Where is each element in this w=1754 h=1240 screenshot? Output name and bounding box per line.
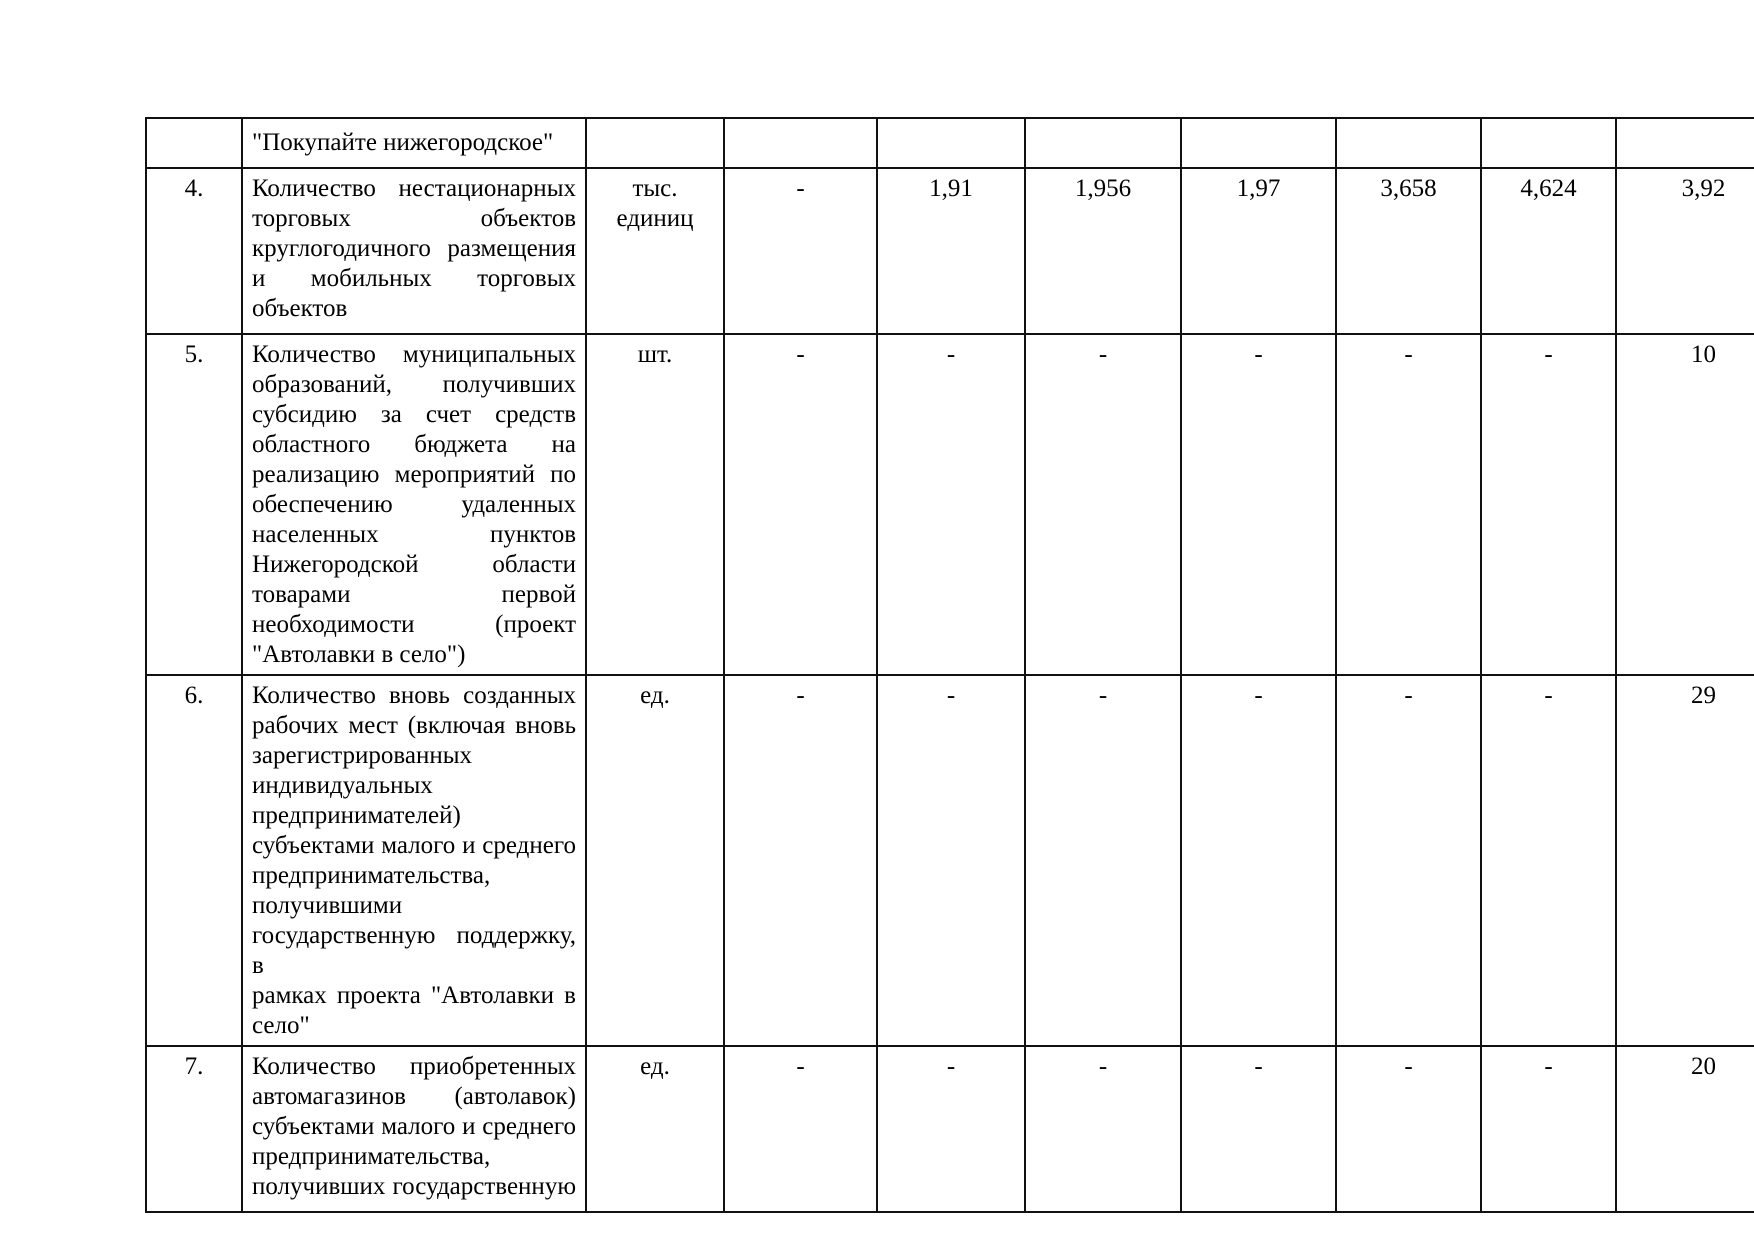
text-line: Количество приобретенных <box>252 1053 576 1080</box>
value-cell: - <box>877 334 1025 675</box>
indicator-name-cell <box>242 334 586 675</box>
text-line: предпринимательства, <box>252 1143 491 1170</box>
row-number-cell: 5. <box>146 334 242 675</box>
value-cell <box>724 118 877 168</box>
value-cell: - <box>1025 675 1181 1046</box>
unit-cell <box>586 1046 724 1212</box>
text-line: объектов <box>252 295 348 322</box>
text-line: субсидию за счет средств <box>252 401 576 428</box>
value-cell: - <box>1025 334 1181 675</box>
text-line: рамках проекта "Автолавки в <box>252 982 576 1009</box>
text-line: село" <box>252 1012 310 1039</box>
table-row <box>146 1046 1754 1212</box>
text-line: получивших государственную <box>252 1173 576 1200</box>
value-cell: 1,956 <box>1025 168 1181 334</box>
text-line: Количество нестационарных <box>252 175 576 202</box>
value-cell: - <box>724 168 877 334</box>
text-line: товарами первой <box>252 581 576 608</box>
value-cell: - <box>1181 334 1336 675</box>
value-cell: - <box>1181 1046 1336 1212</box>
text-line: субъектами малого и среднего <box>252 832 576 859</box>
indicator-name-cell <box>242 168 586 334</box>
value-cell: - <box>877 675 1025 1046</box>
value-cell: 20 <box>1616 1046 1754 1212</box>
text-line: предпринимателей) <box>252 802 461 829</box>
text-line: ед. <box>640 1053 670 1080</box>
text-line: субъектами малого и среднего <box>252 1113 576 1140</box>
text-line: автомагазинов (автолавок) <box>252 1083 576 1110</box>
value-cell <box>877 118 1025 168</box>
text-line: государственную поддержку, в <box>252 922 576 979</box>
text-line: тыс. <box>632 175 678 202</box>
unit-cell <box>586 675 724 1046</box>
value-cell <box>1181 118 1336 168</box>
row-number-cell: 7. <box>146 1046 242 1212</box>
value-cell: 4,624 <box>1481 168 1616 334</box>
text-line: предпринимательства, <box>252 862 491 889</box>
text-line: индивидуальных <box>252 772 433 799</box>
value-cell: - <box>724 334 877 675</box>
value-cell: 1,97 <box>1181 168 1336 334</box>
value-cell: 10 <box>1616 334 1754 675</box>
text-line: необходимости (проект <box>252 611 576 638</box>
indicator-name-cell: "Покупайте нижегородское" <box>242 118 586 168</box>
text-line: ед. <box>640 682 670 709</box>
value-cell <box>1481 118 1616 168</box>
value-cell: - <box>1336 675 1481 1046</box>
value-cell: 1,91 <box>877 168 1025 334</box>
table-row <box>146 675 1754 1046</box>
value-cell <box>1616 118 1754 168</box>
value-cell: - <box>1481 334 1616 675</box>
text-line: образований, получивших <box>252 371 576 398</box>
row-number-cell: 6. <box>146 675 242 1046</box>
text-line: и мобильных торговых <box>252 265 576 292</box>
indicator-name-cell <box>242 1046 586 1212</box>
text-line: шт. <box>637 341 673 368</box>
text-line: получившими <box>252 892 403 919</box>
unit-cell <box>586 118 724 168</box>
value-cell: - <box>1481 675 1616 1046</box>
indicator-name-cell <box>242 675 586 1046</box>
value-cell <box>1336 118 1481 168</box>
table-row-continued <box>146 118 1754 168</box>
text-line: обеспечению удаленных <box>252 491 576 518</box>
value-cell: - <box>1336 334 1481 675</box>
value-cell: - <box>1336 1046 1481 1212</box>
value-cell: - <box>724 675 877 1046</box>
row-number-cell <box>146 118 242 168</box>
indicators-table <box>145 117 1754 1213</box>
value-cell: - <box>877 1046 1025 1212</box>
value-cell: 3,92 <box>1616 168 1754 334</box>
table-row <box>146 168 1754 334</box>
unit-cell <box>586 168 724 334</box>
text-line: торговых объектов <box>252 205 576 232</box>
text-line: реализацию мероприятий по <box>252 461 576 488</box>
text-line: Нижегородской области <box>252 551 576 578</box>
text-line: областного бюджета на <box>252 431 576 458</box>
text-line: круглогодичного размещения <box>252 235 576 262</box>
text-line: рабочих мест (включая вновь <box>252 712 576 739</box>
text-line: зарегистрированных <box>252 742 473 769</box>
value-cell: - <box>1481 1046 1616 1212</box>
value-cell: - <box>1181 675 1336 1046</box>
value-cell: - <box>1025 1046 1181 1212</box>
table-row <box>146 334 1754 675</box>
text-line: населенных пунктов <box>252 521 576 548</box>
text-line: Количество муниципальных <box>252 341 576 368</box>
value-cell <box>1025 118 1181 168</box>
text-line: единиц <box>616 205 694 232</box>
text-line: "Автолавки в село") <box>252 641 466 668</box>
value-cell: 3,658 <box>1336 168 1481 334</box>
value-cell: - <box>724 1046 877 1212</box>
value-cell: 29 <box>1616 675 1754 1046</box>
row-number-cell: 4. <box>146 168 242 334</box>
text-line: Количество вновь созданных <box>252 682 576 709</box>
unit-cell <box>586 334 724 675</box>
